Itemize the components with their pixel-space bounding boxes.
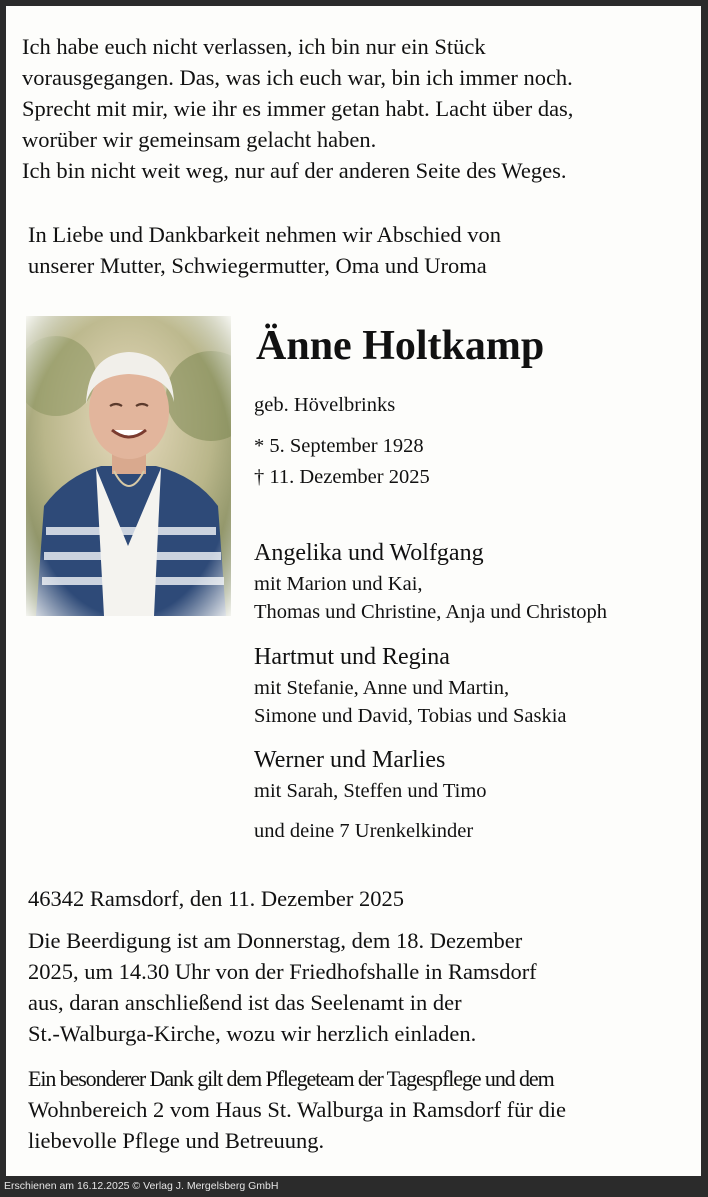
funeral-line: 2025, um 14.30 Uhr von der Friedhofshalle in Ramsdorf bbox=[28, 959, 537, 984]
poem-line: Ich habe euch nicht verlassen, ich bin nur ein Stück bbox=[22, 34, 486, 59]
family-head: Werner und Marlies bbox=[254, 747, 446, 773]
family-head: Angelika und Wolfgang bbox=[254, 540, 484, 566]
family-line: mit Marion und Kai, bbox=[254, 573, 423, 595]
funeral-line: Die Beerdigung ist am Donnerstag, dem 18. Dezember bbox=[28, 928, 523, 953]
birth-date: * 5. September 1928 bbox=[254, 435, 424, 457]
family-line: Simone und David, Tobias und Saskia bbox=[254, 705, 567, 727]
death-date: † 11. Dezember 2025 bbox=[254, 466, 430, 488]
deceased-name: Änne Holtkamp bbox=[256, 323, 545, 369]
poem-line: vorausgegangen. Das, was ich euch war, bin ich immer noch. bbox=[22, 65, 573, 90]
poem-line: worüber wir gemeinsam gelacht haben. bbox=[22, 127, 377, 152]
portrait-photo bbox=[26, 316, 231, 616]
poem-line: Sprecht mit mir, wie ihr es immer getan habt. Lacht über das, bbox=[22, 96, 574, 121]
portrait-illustration bbox=[26, 316, 231, 616]
family-line: mit Stefanie, Anne und Martin, bbox=[254, 677, 510, 699]
thanks-line: Wohnbereich 2 vom Haus St. Walburga in Ramsdorf für die bbox=[28, 1097, 566, 1122]
obituary-sheet bbox=[6, 6, 701, 1176]
family-line: mit Sarah, Steffen und Timo bbox=[254, 780, 487, 802]
publication-footer: Erschienen am 16.12.2025 © Verlag J. Mergelsberg GmbH bbox=[4, 1180, 279, 1192]
place-date: 46342 Ramsdorf, den 11. Dezember 2025 bbox=[28, 886, 404, 911]
thanks-line: Ein besonderer Dank gilt dem Pflegeteam der Tagespflege und dem bbox=[28, 1066, 554, 1091]
family-line: Thomas und Christine, Anja und Christoph bbox=[254, 601, 608, 623]
intro-line: In Liebe und Dankbarkeit nehmen wir Abschied von bbox=[28, 222, 501, 247]
funeral-line: aus, daran anschließend ist das Seelenamt in der bbox=[28, 990, 462, 1015]
greatgrandchildren: und deine 7 Urenkelkinder bbox=[254, 820, 474, 842]
intro-line: unserer Mutter, Schwiegermutter, Oma und Uroma bbox=[28, 253, 487, 278]
born-name: geb. Hövelbrinks bbox=[254, 394, 396, 416]
family-head: Hartmut und Regina bbox=[254, 644, 450, 670]
thanks-line: liebevolle Pflege und Betreuung. bbox=[28, 1128, 325, 1153]
poem-line: Ich bin nicht weit weg, nur auf der anderen Seite des Weges. bbox=[22, 158, 567, 183]
funeral-line: St.-Walburga-Kirche, wozu wir herzlich einladen. bbox=[28, 1021, 477, 1046]
